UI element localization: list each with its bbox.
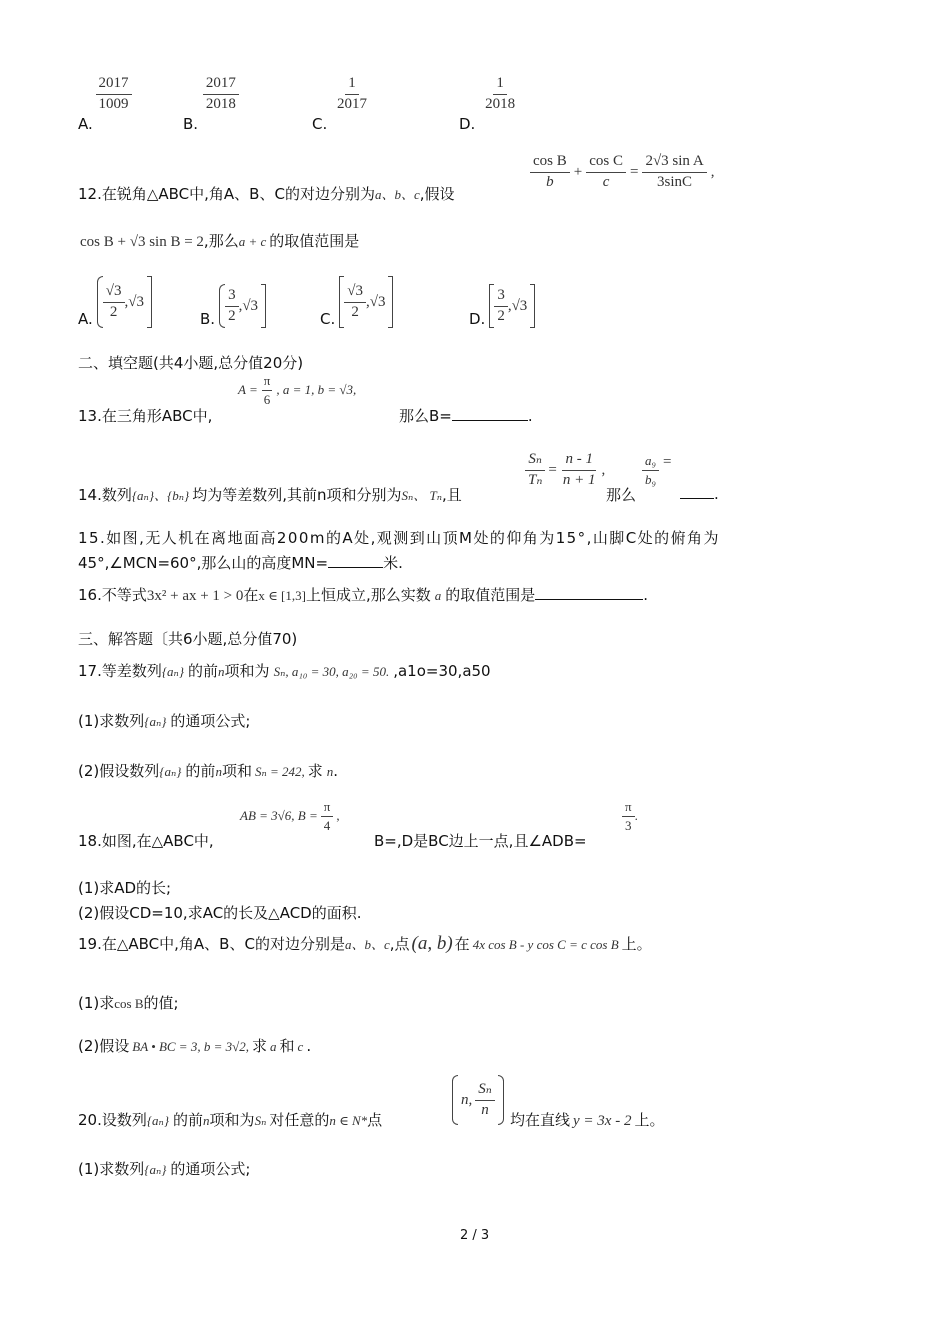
q20-text6: 均在直线 bbox=[510, 1111, 571, 1129]
q17-p2d: 求 bbox=[307, 762, 323, 780]
q16-text2: 在 bbox=[243, 586, 259, 604]
q17-p1b: 的通项公式; bbox=[170, 712, 251, 730]
q12-d-rhs: ,√3 bbox=[507, 297, 528, 314]
q18-frac2 bbox=[622, 800, 635, 832]
q12-option-a-interval bbox=[97, 276, 152, 328]
q17-given: Sₙ, a₁₀ = 30, a₂₀ = 50. bbox=[273, 664, 390, 679]
q12-option-c bbox=[320, 276, 393, 328]
q17-p2c: 项和 bbox=[221, 762, 252, 780]
q19-text2: ,点 bbox=[389, 935, 410, 953]
q12-cosb: cos B bbox=[530, 154, 570, 173]
q19-stem bbox=[78, 933, 652, 955]
q16-stem bbox=[78, 584, 648, 605]
q20-pt-frac bbox=[475, 1082, 495, 1119]
q11-option-a-fraction bbox=[96, 76, 132, 113]
q11-option-d-fraction bbox=[482, 76, 518, 113]
q14-blank[interactable] bbox=[680, 484, 714, 499]
q20-pt-num: Sₙ bbox=[475, 1082, 495, 1101]
q19-c: c bbox=[297, 1039, 304, 1054]
q14-answer bbox=[680, 484, 719, 503]
q13-given bbox=[238, 374, 356, 406]
q11-d-num: 1 bbox=[493, 76, 507, 95]
q12-cosc: cos C bbox=[586, 154, 626, 173]
section2-title: 二、填空题(共4小题,总分值20分) bbox=[78, 354, 304, 372]
q12-c-lden: 2 bbox=[351, 303, 359, 320]
q14-ratio bbox=[525, 452, 605, 489]
q12-stem bbox=[78, 183, 455, 204]
q13-blank[interactable] bbox=[452, 406, 528, 421]
q11-c-den: 2017 bbox=[337, 95, 368, 112]
q12-b-frac bbox=[225, 288, 239, 325]
q20-left-paren bbox=[452, 1075, 458, 1125]
q18-frac bbox=[321, 800, 334, 832]
q20-tail bbox=[510, 1109, 664, 1130]
q11-option-a-label: A. bbox=[78, 114, 93, 133]
q13-text2: 那么B= bbox=[399, 407, 452, 425]
q20-p1a: (1)求数列 bbox=[78, 1160, 145, 1178]
q12-vars: a、b、c bbox=[374, 187, 420, 202]
q12-option-d-label: D. bbox=[469, 310, 486, 328]
q20-p1b: 的通项公式; bbox=[170, 1160, 251, 1178]
q12-frac-cosb bbox=[530, 154, 570, 191]
q12-b-right-bracket bbox=[261, 284, 266, 328]
q19-text3: 在 bbox=[454, 935, 470, 953]
q14-f1-den: Tₙ bbox=[528, 471, 543, 488]
q13-text1: 13.在三角形ABC中, bbox=[78, 407, 213, 425]
q20-text3: 项和为 bbox=[209, 1111, 255, 1129]
q14-comma: , bbox=[601, 461, 606, 478]
q18-part2: (2)假设CD=10,求AC的长及△ACD的面积. bbox=[78, 904, 362, 922]
q12-cond: cos B + √3 sin B = 2 bbox=[80, 234, 204, 250]
q14-frac3 bbox=[642, 454, 659, 486]
q12-a-lden: 2 bbox=[109, 303, 118, 320]
q17-seq: {aₙ} bbox=[161, 664, 185, 679]
q16-text3: 上恒成立,那么实数 bbox=[305, 586, 431, 604]
q18-text2: B=,D是BC边上一点,且∠ADB= bbox=[374, 832, 587, 850]
q12-option-b bbox=[200, 284, 266, 328]
q19-p2a: (2)假设 bbox=[78, 1037, 130, 1055]
q12-a-right-bracket bbox=[147, 276, 152, 328]
q18-four: 4 bbox=[323, 817, 331, 833]
q19-p2c: 和 bbox=[279, 1037, 295, 1055]
q14-f2-num: n - 1 bbox=[562, 452, 596, 471]
q18-ab: AB = 3√6, B = bbox=[240, 808, 318, 824]
q12-plus: + bbox=[573, 163, 583, 180]
q13-pi: π bbox=[263, 373, 271, 388]
q12-option-a bbox=[78, 276, 152, 328]
q12-rhs-den: 3sinC bbox=[657, 173, 693, 190]
q20-text4: 对任意的 bbox=[269, 1111, 330, 1129]
q12-text3: ,那么 bbox=[203, 232, 239, 250]
q20-point-group bbox=[452, 1075, 504, 1125]
q11-option-a bbox=[78, 75, 132, 133]
q11-b-num: 2017 bbox=[203, 76, 239, 95]
q12-option-b-label: B. bbox=[200, 310, 216, 328]
q20-right-paren bbox=[498, 1075, 504, 1125]
q11-option-b-fraction bbox=[203, 76, 239, 113]
q17-part1 bbox=[78, 710, 250, 731]
q16-end: . bbox=[643, 586, 649, 604]
q19-p1b: 的值; bbox=[143, 994, 179, 1012]
q17-stem bbox=[78, 660, 491, 681]
q19-p1m: cos B bbox=[114, 996, 144, 1011]
q11-option-b bbox=[183, 75, 239, 133]
q17-text2: 的前 bbox=[188, 662, 219, 680]
q16-text4: 的取值范围是 bbox=[445, 586, 536, 604]
q14-sums: Sₙ、 Tₙ bbox=[401, 488, 443, 503]
q19-part1 bbox=[78, 992, 179, 1013]
q12-c-frac bbox=[344, 284, 366, 321]
q12-frac-rhs bbox=[642, 154, 706, 191]
q16-var: a bbox=[434, 588, 442, 603]
q12-option-a-label: A. bbox=[78, 310, 93, 328]
q11-option-c-label: C. bbox=[312, 114, 328, 133]
q12-c-lnum: √3 bbox=[344, 284, 366, 303]
q18-text1: 18.如图,在△ABC中, bbox=[78, 832, 214, 850]
q12-eq-end: , bbox=[710, 163, 715, 180]
q15-line2a: 45°,∠MCN=60°,那么山的高度MN= bbox=[78, 554, 329, 572]
q18-three: 3 bbox=[625, 817, 632, 833]
q12-a-frac bbox=[103, 284, 125, 321]
q20-nin: n ∈ N* bbox=[329, 1113, 368, 1128]
q11-c-num: 1 bbox=[345, 76, 359, 95]
q20-s: Sₙ bbox=[254, 1113, 267, 1128]
q16-ineq: 3x² + ax + 1 > 0 bbox=[146, 588, 244, 604]
q14-eq2: = bbox=[663, 453, 672, 470]
q17-p1-seq: {aₙ} bbox=[144, 714, 167, 729]
q17-p2e: . bbox=[333, 762, 339, 780]
q18-pi: π bbox=[321, 800, 334, 817]
q20-line: y = 3x - 2 bbox=[573, 1113, 632, 1129]
q20-stem bbox=[78, 1109, 382, 1130]
q12-a-lnum: √3 bbox=[103, 284, 125, 303]
q19-p2d: . bbox=[306, 1037, 312, 1055]
q12-option-c-interval bbox=[339, 276, 393, 328]
q14-seq: {aₙ}、{bₙ} bbox=[131, 488, 190, 503]
q16-text1: 16.不等式 bbox=[78, 586, 147, 604]
q11-option-d bbox=[459, 75, 518, 133]
section3-title: 三、解答题〔共6小题,总分值70) bbox=[78, 630, 298, 648]
q14-frac1 bbox=[525, 452, 545, 489]
q17-text4: ,a1o=30,a50 bbox=[393, 662, 491, 680]
q14-text1: 14.数列 bbox=[78, 486, 132, 504]
q20-text2: 的前 bbox=[173, 1111, 204, 1129]
q12-eq: = bbox=[629, 163, 639, 180]
q13-end: . bbox=[527, 407, 533, 425]
q18-comma: , bbox=[336, 808, 340, 824]
q13-a-eq: A = bbox=[238, 382, 258, 398]
q12-text2: ,假设 bbox=[419, 185, 455, 203]
q13-frac bbox=[261, 374, 274, 406]
page-number: 2 / 3 bbox=[460, 1228, 490, 1243]
q17-p2a: (2)假设数列 bbox=[78, 762, 160, 780]
q12-b-lden: 2 bbox=[228, 307, 236, 324]
q19-line: 4x cos B - y cos C = c cos B bbox=[472, 937, 619, 952]
q17-part2 bbox=[78, 760, 338, 781]
q12-option-d-interval bbox=[489, 284, 535, 328]
q14-eq: = bbox=[548, 461, 557, 478]
q18-part1: (1)求AD的长; bbox=[78, 879, 172, 897]
q14-end: . bbox=[714, 485, 719, 503]
q20-p1-seq: {aₙ} bbox=[144, 1162, 167, 1177]
q11-option-c bbox=[312, 75, 370, 133]
q16-blank[interactable] bbox=[535, 585, 643, 600]
q17-text1: 17.等差数列 bbox=[78, 662, 162, 680]
q11-b-den: 2018 bbox=[205, 95, 236, 112]
q12-option-b-interval bbox=[219, 284, 266, 328]
q15-line1: 15.如图,无人机在离地面高200m的A处,观测到山顶M处的仰角为15°,山脚C处的俯角为 bbox=[78, 529, 720, 547]
q12-target: a + c bbox=[238, 234, 267, 249]
q12-option-d bbox=[469, 284, 535, 328]
q12-text1: 12.在锐角△ABC中,角A、B、C的对边分别为 bbox=[78, 185, 375, 203]
q12-b-lnum: 3 bbox=[225, 288, 239, 307]
q12-option-c-label: C. bbox=[320, 310, 336, 328]
q14-stem bbox=[78, 484, 462, 505]
q15-line2b: 米. bbox=[383, 554, 403, 572]
q12-c-rhs: ,√3 bbox=[365, 293, 386, 310]
q12-c: c bbox=[602, 173, 610, 190]
q14-f3-num: a₉ bbox=[642, 454, 659, 471]
q12-a-rhs: ,√3 bbox=[124, 293, 144, 310]
q11-option-c-fraction bbox=[334, 76, 370, 113]
q14-target bbox=[642, 454, 672, 486]
q11-a-den: 1009 bbox=[98, 95, 129, 112]
q20-text7: 上。 bbox=[634, 1111, 665, 1129]
q18-pi2: π bbox=[622, 800, 635, 817]
q12-d-right-bracket bbox=[530, 284, 535, 328]
q17-n: n bbox=[218, 664, 225, 679]
q14-text2: 均为等差数列,其前n项和分别为 bbox=[192, 486, 402, 504]
q12-c-right-bracket bbox=[388, 276, 393, 328]
q16-interval: x ∈ [1,3] bbox=[258, 588, 306, 603]
q12-frac-cosc bbox=[586, 154, 626, 191]
q17-p2-seq: {aₙ} bbox=[159, 764, 182, 779]
q20-seq: {aₙ} bbox=[146, 1113, 170, 1128]
q19-a: a bbox=[270, 1039, 277, 1054]
q12-equation bbox=[530, 154, 714, 191]
q12-d-lden: 2 bbox=[497, 307, 505, 324]
q17-text3: 项和为 bbox=[224, 662, 270, 680]
q19-p2m: BA • BC = 3, b = 3√2, bbox=[132, 1039, 249, 1054]
q18-given bbox=[240, 800, 340, 832]
q18-dot: . bbox=[634, 808, 638, 824]
q20-text5: 点 bbox=[367, 1111, 383, 1129]
q20-text1: 20.设数列 bbox=[78, 1111, 147, 1129]
q13-answer bbox=[399, 405, 533, 426]
q19-part2 bbox=[78, 1035, 311, 1056]
q14-f3-den: b₉ bbox=[645, 471, 657, 487]
q19-point: (a, b) bbox=[411, 933, 453, 954]
q12-b: b bbox=[546, 173, 554, 190]
q19-text1: 19.在△ABC中,角A、B、C的对边分别是 bbox=[78, 935, 345, 953]
q19-p2b: 求 bbox=[252, 1037, 268, 1055]
q14-text3: ,且 bbox=[442, 486, 462, 504]
q17-p2-n: n bbox=[215, 764, 222, 779]
q12-text4: 的取值范围是 bbox=[269, 232, 360, 250]
q17-p2b: 的前 bbox=[185, 762, 216, 780]
q20-point bbox=[452, 1075, 504, 1125]
q14-text4: 那么 bbox=[606, 486, 637, 504]
q17-p2-n2: n bbox=[326, 764, 334, 779]
q19-vars: a、b、c bbox=[344, 937, 390, 952]
q17-p2eq: Sₙ = 242, bbox=[254, 764, 305, 779]
q20-pt-den: n bbox=[481, 1101, 489, 1118]
q15-line2 bbox=[78, 552, 403, 573]
q11-a-num: 2017 bbox=[96, 76, 132, 95]
q11-d-den: 2018 bbox=[485, 95, 516, 112]
q20-n: n bbox=[203, 1113, 210, 1128]
q11-option-b-label: B. bbox=[183, 114, 199, 133]
q20-pt-n: n, bbox=[461, 1091, 473, 1108]
q12-condition bbox=[80, 230, 359, 251]
q14-f2-den: n + 1 bbox=[562, 471, 596, 488]
q17-p1a: (1)求数列 bbox=[78, 712, 145, 730]
q14-f1-num: Sₙ bbox=[525, 452, 545, 471]
q12-rhs-num: 2√3 sin A bbox=[642, 154, 706, 173]
q18-angle bbox=[622, 800, 638, 832]
q13-rest: , a = 1, b = √3, bbox=[276, 382, 357, 398]
q19-text4: 上。 bbox=[621, 935, 652, 953]
q14-frac2 bbox=[560, 452, 599, 489]
q19-p1a: (1)求 bbox=[78, 994, 115, 1012]
q12-d-frac bbox=[494, 288, 508, 325]
q13-six: 6 bbox=[263, 391, 271, 407]
q15-blank[interactable] bbox=[328, 553, 383, 568]
q20-part1 bbox=[78, 1158, 250, 1179]
q11-option-d-label: D. bbox=[459, 114, 476, 133]
q12-d-lnum: 3 bbox=[494, 288, 508, 307]
q12-b-rhs: ,√3 bbox=[238, 297, 259, 314]
